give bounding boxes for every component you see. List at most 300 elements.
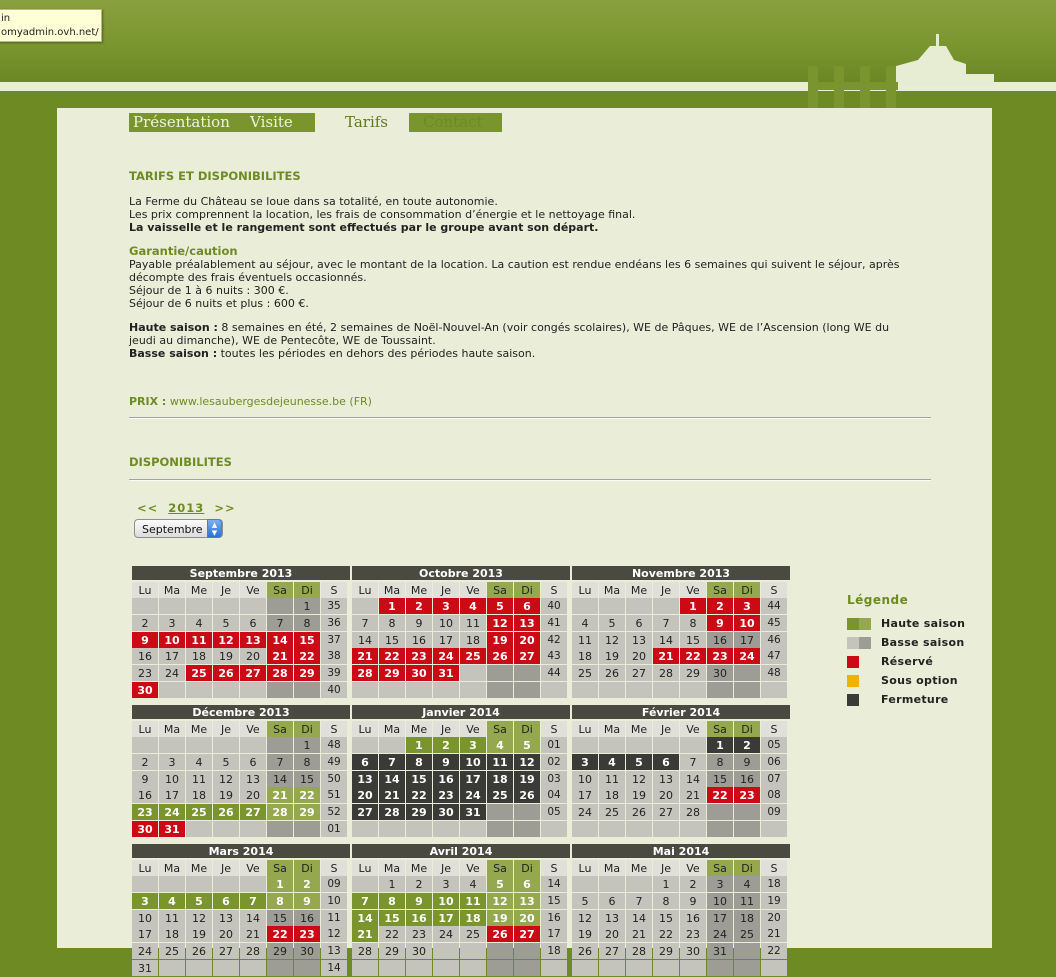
day-cell[interactable]: 15 bbox=[294, 632, 320, 648]
day-cell[interactable]: 15 bbox=[406, 771, 432, 787]
day-cell[interactable]: 17 bbox=[159, 787, 185, 803]
day-cell[interactable]: 29 bbox=[653, 943, 679, 959]
day-cell[interactable]: 14 bbox=[653, 632, 679, 648]
day-cell[interactable]: 1 bbox=[653, 876, 679, 892]
day-cell[interactable]: 24 bbox=[734, 648, 760, 664]
day-cell[interactable]: 12 bbox=[213, 771, 239, 787]
day-cell[interactable]: 10 bbox=[460, 754, 486, 770]
day-cell[interactable]: 23 bbox=[707, 648, 733, 664]
day-cell[interactable]: 23 bbox=[132, 804, 158, 820]
day-cell[interactable]: 8 bbox=[379, 615, 405, 631]
day-cell[interactable]: 17 bbox=[132, 926, 158, 942]
day-cell[interactable]: 8 bbox=[707, 754, 733, 770]
day-header: Lu bbox=[352, 582, 378, 598]
day-cell[interactable]: 3 bbox=[707, 876, 733, 892]
day-cell[interactable]: 6 bbox=[599, 893, 625, 909]
day-cell[interactable]: 18 bbox=[159, 926, 185, 942]
day-cell[interactable]: 16 bbox=[734, 771, 760, 787]
day-cell[interactable]: 15 bbox=[294, 771, 320, 787]
day-cell[interactable]: 9 bbox=[406, 893, 432, 909]
day-cell[interactable]: 17 bbox=[433, 632, 459, 648]
day-cell[interactable]: 1 bbox=[267, 876, 293, 892]
day-cell[interactable]: 8 bbox=[267, 893, 293, 909]
day-cell[interactable]: 5 bbox=[213, 615, 239, 631]
nav-tarifs[interactable] bbox=[341, 113, 388, 132]
day-cell[interactable]: 4 bbox=[460, 876, 486, 892]
day-cell[interactable]: 12 bbox=[186, 910, 212, 926]
day-cell[interactable]: 4 bbox=[186, 754, 212, 770]
day-cell[interactable]: 16 bbox=[433, 771, 459, 787]
day-cell[interactable]: 7 bbox=[267, 754, 293, 770]
day-cell[interactable]: 22 bbox=[379, 926, 405, 942]
day-cell[interactable]: 22 bbox=[294, 787, 320, 803]
day-cell[interactable]: 9 bbox=[132, 771, 158, 787]
day-header: Je bbox=[433, 860, 459, 876]
day-cell[interactable]: 20 bbox=[653, 787, 679, 803]
day-cell[interactable]: 26 bbox=[213, 804, 239, 820]
day-cell[interactable]: 22 bbox=[294, 648, 320, 664]
day-cell[interactable]: 30 bbox=[680, 943, 706, 959]
day-cell[interactable]: 20 bbox=[213, 926, 239, 942]
day-cell[interactable]: 26 bbox=[186, 943, 212, 959]
day-cell[interactable]: 11 bbox=[186, 771, 212, 787]
day-cell[interactable]: 30 bbox=[433, 804, 459, 820]
day-cell[interactable]: 3 bbox=[132, 893, 158, 909]
day-cell[interactable]: 15 bbox=[680, 632, 706, 648]
day-cell[interactable]: 5 bbox=[487, 876, 513, 892]
day-cell[interactable]: 4 bbox=[734, 876, 760, 892]
day-cell[interactable]: 5 bbox=[572, 893, 598, 909]
day-cell[interactable]: 19 bbox=[186, 926, 212, 942]
day-cell[interactable]: 14 bbox=[680, 771, 706, 787]
day-cell[interactable]: 17 bbox=[460, 771, 486, 787]
day-cell[interactable]: 26 bbox=[599, 665, 625, 681]
day-cell[interactable]: 10 bbox=[572, 771, 598, 787]
day-cell[interactable]: 13 bbox=[240, 632, 266, 648]
day-cell[interactable]: 24 bbox=[707, 926, 733, 942]
day-cell[interactable]: 1 bbox=[379, 598, 405, 614]
day-cell[interactable]: 14 bbox=[240, 910, 266, 926]
day-cell[interactable]: 1 bbox=[294, 737, 320, 753]
day-cell[interactable]: 4 bbox=[599, 754, 625, 770]
day-cell[interactable]: 29 bbox=[406, 804, 432, 820]
day-cell[interactable]: 3 bbox=[159, 615, 185, 631]
day-cell[interactable]: 21 bbox=[653, 648, 679, 664]
day-cell[interactable]: 6 bbox=[514, 598, 540, 614]
day-cell[interactable]: 18 bbox=[599, 787, 625, 803]
day-cell[interactable]: 10 bbox=[734, 615, 760, 631]
day-cell[interactable]: 3 bbox=[734, 598, 760, 614]
day-cell[interactable]: 4 bbox=[159, 893, 185, 909]
day-cell[interactable]: 19 bbox=[599, 648, 625, 664]
day-cell[interactable]: 6 bbox=[240, 615, 266, 631]
day-cell[interactable]: 26 bbox=[213, 665, 239, 681]
day-cell[interactable]: 29 bbox=[680, 665, 706, 681]
day-cell[interactable]: 7 bbox=[653, 615, 679, 631]
day-cell[interactable]: 20 bbox=[514, 910, 540, 926]
day-header: Ma bbox=[159, 582, 185, 598]
month-select[interactable] bbox=[134, 519, 223, 538]
day-cell[interactable]: 23 bbox=[406, 648, 432, 664]
day-cell[interactable]: 29 bbox=[294, 804, 320, 820]
day-cell[interactable]: 15 bbox=[267, 910, 293, 926]
day-cell[interactable]: 8 bbox=[406, 754, 432, 770]
day-cell[interactable]: 30 bbox=[132, 821, 158, 837]
empty-cell bbox=[487, 821, 513, 837]
day-cell[interactable]: 27 bbox=[213, 943, 239, 959]
day-cell[interactable]: 5 bbox=[626, 754, 652, 770]
day-cell[interactable]: 22 bbox=[406, 787, 432, 803]
day-cell[interactable]: 24 bbox=[433, 926, 459, 942]
day-cell[interactable]: 10 bbox=[159, 632, 185, 648]
day-cell[interactable]: 14 bbox=[626, 910, 652, 926]
empty-cell bbox=[267, 682, 293, 698]
legend-swatch bbox=[847, 618, 859, 630]
day-cell[interactable]: 8 bbox=[680, 615, 706, 631]
day-cell[interactable]: 19 bbox=[213, 648, 239, 664]
day-cell[interactable]: 13 bbox=[213, 910, 239, 926]
day-cell[interactable]: 2 bbox=[132, 754, 158, 770]
day-cell[interactable]: 3 bbox=[433, 876, 459, 892]
day-cell[interactable]: 4 bbox=[460, 598, 486, 614]
day-cell[interactable]: 23 bbox=[433, 787, 459, 803]
day-cell[interactable]: 4 bbox=[487, 737, 513, 753]
day-cell[interactable]: 22 bbox=[267, 926, 293, 942]
day-cell[interactable]: 21 bbox=[267, 648, 293, 664]
day-cell[interactable]: 11 bbox=[487, 754, 513, 770]
day-cell[interactable]: 9 bbox=[680, 893, 706, 909]
day-cell[interactable]: 10 bbox=[433, 893, 459, 909]
day-cell[interactable]: 8 bbox=[294, 754, 320, 770]
day-cell[interactable]: 10 bbox=[159, 771, 185, 787]
day-cell[interactable]: 24 bbox=[433, 648, 459, 664]
day-cell[interactable]: 17 bbox=[572, 787, 598, 803]
day-cell[interactable]: 9 bbox=[294, 893, 320, 909]
day-cell[interactable]: 7 bbox=[267, 615, 293, 631]
day-cell[interactable]: 2 bbox=[707, 598, 733, 614]
day-cell[interactable]: 22 bbox=[707, 787, 733, 803]
day-cell[interactable]: 28 bbox=[680, 804, 706, 820]
day-cell[interactable]: 26 bbox=[514, 787, 540, 803]
day-cell[interactable]: 13 bbox=[653, 771, 679, 787]
legend-label: Fermeture bbox=[881, 693, 949, 706]
day-cell[interactable]: 23 bbox=[734, 787, 760, 803]
day-cell[interactable]: 30 bbox=[406, 665, 432, 681]
day-cell[interactable]: 29 bbox=[294, 665, 320, 681]
day-header: Me bbox=[626, 582, 652, 598]
day-cell[interactable]: 17 bbox=[707, 910, 733, 926]
day-cell[interactable]: 27 bbox=[352, 804, 378, 820]
day-cell[interactable]: 29 bbox=[267, 943, 293, 959]
day-cell[interactable]: 3 bbox=[572, 754, 598, 770]
day-cell[interactable]: 11 bbox=[159, 910, 185, 926]
day-cell[interactable]: 21 bbox=[267, 787, 293, 803]
day-cell[interactable]: 9 bbox=[734, 754, 760, 770]
day-cell[interactable]: 9 bbox=[132, 632, 158, 648]
prix-link[interactable]: www.lesaubergesdejeunesse.be bbox=[169, 395, 346, 408]
day-cell[interactable]: 9 bbox=[406, 615, 432, 631]
day-cell[interactable]: 13 bbox=[240, 771, 266, 787]
day-cell[interactable]: 22 bbox=[680, 648, 706, 664]
day-cell[interactable]: 21 bbox=[352, 648, 378, 664]
day-cell[interactable]: 19 bbox=[487, 632, 513, 648]
day-cell[interactable]: 2 bbox=[132, 615, 158, 631]
day-cell[interactable]: 25 bbox=[572, 665, 598, 681]
day-cell[interactable]: 18 bbox=[734, 910, 760, 926]
day-cell[interactable]: 12 bbox=[626, 771, 652, 787]
day-cell[interactable]: 5 bbox=[599, 615, 625, 631]
day-cell[interactable]: 27 bbox=[514, 648, 540, 664]
day-cell[interactable]: 9 bbox=[707, 615, 733, 631]
day-cell[interactable]: 15 bbox=[379, 632, 405, 648]
day-cell[interactable]: 25 bbox=[186, 804, 212, 820]
day-cell[interactable]: 20 bbox=[626, 648, 652, 664]
day-cell[interactable]: 11 bbox=[460, 893, 486, 909]
day-cell[interactable]: 24 bbox=[460, 787, 486, 803]
day-cell[interactable]: 31 bbox=[460, 804, 486, 820]
day-cell[interactable]: 23 bbox=[132, 665, 158, 681]
nav-visite[interactable] bbox=[246, 113, 293, 132]
day-cell[interactable]: 16 bbox=[707, 632, 733, 648]
day-cell[interactable]: 11 bbox=[460, 615, 486, 631]
day-cell[interactable]: 23 bbox=[406, 926, 432, 942]
day-cell[interactable]: 29 bbox=[379, 943, 405, 959]
day-cell[interactable]: 26 bbox=[626, 804, 652, 820]
day-cell[interactable]: 20 bbox=[599, 926, 625, 942]
day-cell[interactable]: 19 bbox=[626, 787, 652, 803]
day-cell[interactable]: 13 bbox=[352, 771, 378, 787]
day-cell[interactable]: 20 bbox=[514, 632, 540, 648]
day-cell[interactable]: 21 bbox=[352, 926, 378, 942]
day-cell[interactable]: 27 bbox=[240, 665, 266, 681]
nav-presentation[interactable] bbox=[129, 113, 230, 132]
day-cell[interactable]: 27 bbox=[626, 665, 652, 681]
day-cell[interactable]: 9 bbox=[433, 754, 459, 770]
day-cell[interactable]: 8 bbox=[653, 893, 679, 909]
day-cell[interactable]: 28 bbox=[240, 943, 266, 959]
day-cell[interactable]: 14 bbox=[267, 771, 293, 787]
day-cell[interactable]: 4 bbox=[572, 615, 598, 631]
day-cell[interactable]: 25 bbox=[460, 926, 486, 942]
day-cell[interactable]: 11 bbox=[186, 632, 212, 648]
day-cell[interactable]: 7 bbox=[352, 615, 378, 631]
day-cell[interactable]: 26 bbox=[487, 648, 513, 664]
day-cell[interactable]: 14 bbox=[352, 910, 378, 926]
day-cell[interactable]: 16 bbox=[406, 632, 432, 648]
day-header: Me bbox=[186, 860, 212, 876]
day-cell[interactable]: 25 bbox=[159, 943, 185, 959]
empty-cell bbox=[707, 804, 733, 820]
day-cell[interactable]: 25 bbox=[599, 804, 625, 820]
day-cell[interactable]: 6 bbox=[653, 754, 679, 770]
day-cell[interactable]: 5 bbox=[487, 598, 513, 614]
day-cell[interactable]: 1 bbox=[406, 737, 432, 753]
day-cell[interactable]: 13 bbox=[514, 893, 540, 909]
day-cell[interactable]: 30 bbox=[294, 943, 320, 959]
day-cell[interactable]: 1 bbox=[294, 598, 320, 614]
day-cell[interactable]: 17 bbox=[433, 910, 459, 926]
day-cell[interactable]: 14 bbox=[352, 632, 378, 648]
day-cell[interactable]: 24 bbox=[159, 804, 185, 820]
day-cell[interactable]: 14 bbox=[267, 632, 293, 648]
day-cell[interactable]: 13 bbox=[626, 632, 652, 648]
day-cell[interactable]: 12 bbox=[487, 615, 513, 631]
day-cell[interactable]: 20 bbox=[240, 648, 266, 664]
day-cell[interactable]: 7 bbox=[240, 893, 266, 909]
day-cell[interactable]: 12 bbox=[514, 754, 540, 770]
day-cell[interactable]: 28 bbox=[653, 665, 679, 681]
day-cell[interactable]: 25 bbox=[460, 648, 486, 664]
day-cell[interactable]: 16 bbox=[132, 787, 158, 803]
day-cell[interactable]: 21 bbox=[680, 787, 706, 803]
day-cell[interactable]: 2 bbox=[734, 737, 760, 753]
day-cell[interactable]: 6 bbox=[626, 615, 652, 631]
day-cell[interactable]: 6 bbox=[514, 876, 540, 892]
nav-contact[interactable] bbox=[409, 113, 502, 132]
day-cell[interactable]: 24 bbox=[572, 804, 598, 820]
day-cell[interactable]: 6 bbox=[213, 893, 239, 909]
day-cell[interactable]: 27 bbox=[514, 926, 540, 942]
day-cell[interactable]: 25 bbox=[487, 787, 513, 803]
day-cell[interactable]: 19 bbox=[572, 926, 598, 942]
day-cell[interactable]: 18 bbox=[460, 910, 486, 926]
day-cell[interactable]: 30 bbox=[132, 682, 158, 698]
day-cell[interactable]: 1 bbox=[707, 737, 733, 753]
day-cell[interactable]: 2 bbox=[406, 598, 432, 614]
day-cell[interactable]: 23 bbox=[294, 926, 320, 942]
day-cell[interactable]: 22 bbox=[653, 926, 679, 942]
day-cell[interactable]: 16 bbox=[294, 910, 320, 926]
day-cell[interactable]: 17 bbox=[734, 632, 760, 648]
day-cell[interactable]: 7 bbox=[626, 893, 652, 909]
day-cell[interactable]: 5 bbox=[213, 754, 239, 770]
day-cell[interactable]: 26 bbox=[487, 926, 513, 942]
day-cell[interactable]: 13 bbox=[514, 615, 540, 631]
day-cell[interactable]: 18 bbox=[572, 648, 598, 664]
day-cell[interactable]: 5 bbox=[514, 737, 540, 753]
day-cell[interactable]: 18 bbox=[487, 771, 513, 787]
day-cell[interactable]: 17 bbox=[159, 648, 185, 664]
day-cell[interactable]: 2 bbox=[680, 876, 706, 892]
day-cell[interactable]: 11 bbox=[734, 893, 760, 909]
day-cell[interactable]: 12 bbox=[572, 910, 598, 926]
day-cell[interactable]: 3 bbox=[433, 598, 459, 614]
day-cell[interactable]: 25 bbox=[186, 665, 212, 681]
day-cell[interactable]: 15 bbox=[379, 910, 405, 926]
day-cell[interactable]: 13 bbox=[599, 910, 625, 926]
day-cell[interactable]: 10 bbox=[433, 615, 459, 631]
day-cell[interactable]: 7 bbox=[352, 893, 378, 909]
day-cell[interactable]: 12 bbox=[487, 893, 513, 909]
day-cell[interactable]: 16 bbox=[680, 910, 706, 926]
day-cell[interactable]: 28 bbox=[626, 943, 652, 959]
day-cell[interactable]: 4 bbox=[186, 615, 212, 631]
day-cell[interactable]: 31 bbox=[433, 665, 459, 681]
day-cell[interactable]: 8 bbox=[294, 615, 320, 631]
day-cell[interactable]: 14 bbox=[379, 771, 405, 787]
day-cell[interactable]: 28 bbox=[352, 943, 378, 959]
day-cell[interactable]: 19 bbox=[514, 771, 540, 787]
day-cell[interactable]: 19 bbox=[213, 787, 239, 803]
day-cell[interactable]: 7 bbox=[680, 754, 706, 770]
month-title: Avril 2014 bbox=[352, 844, 570, 858]
day-cell[interactable]: 16 bbox=[132, 648, 158, 664]
day-cell[interactable]: 12 bbox=[599, 632, 625, 648]
day-cell[interactable]: 11 bbox=[599, 771, 625, 787]
day-cell[interactable]: 19 bbox=[487, 910, 513, 926]
day-cell[interactable]: 28 bbox=[379, 804, 405, 820]
day-cell[interactable]: 7 bbox=[379, 754, 405, 770]
day-cell[interactable]: 11 bbox=[572, 632, 598, 648]
day-cell[interactable]: 31 bbox=[132, 960, 158, 976]
day-cell[interactable]: 16 bbox=[406, 910, 432, 926]
day-header: Je bbox=[213, 582, 239, 598]
day-cell[interactable]: 28 bbox=[267, 804, 293, 820]
day-cell[interactable]: 18 bbox=[460, 632, 486, 648]
empty-cell bbox=[572, 598, 598, 614]
prev-year-link[interactable]: << bbox=[137, 501, 159, 515]
day-cell[interactable]: 15 bbox=[653, 910, 679, 926]
day-cell[interactable]: 18 bbox=[186, 648, 212, 664]
day-cell[interactable]: 3 bbox=[460, 737, 486, 753]
day-cell[interactable]: 6 bbox=[240, 754, 266, 770]
day-cell[interactable]: 24 bbox=[132, 943, 158, 959]
day-cell[interactable]: 25 bbox=[734, 926, 760, 942]
day-cell[interactable]: 20 bbox=[240, 787, 266, 803]
day-cell[interactable]: 2 bbox=[294, 876, 320, 892]
day-cell[interactable]: 15 bbox=[707, 771, 733, 787]
day-cell[interactable]: 27 bbox=[599, 943, 625, 959]
day-cell[interactable]: 22 bbox=[379, 648, 405, 664]
day-cell[interactable]: 5 bbox=[186, 893, 212, 909]
week-number: 36 bbox=[321, 615, 347, 631]
day-cell[interactable]: 27 bbox=[240, 804, 266, 820]
empty-cell bbox=[379, 737, 405, 753]
day-cell[interactable]: 21 bbox=[240, 926, 266, 942]
day-cell[interactable]: 27 bbox=[653, 804, 679, 820]
day-cell[interactable]: 21 bbox=[626, 926, 652, 942]
day-cell[interactable]: 31 bbox=[707, 943, 733, 959]
day-cell[interactable]: 18 bbox=[186, 787, 212, 803]
day-cell[interactable]: 8 bbox=[379, 893, 405, 909]
day-cell[interactable]: 30 bbox=[707, 665, 733, 681]
empty-cell bbox=[572, 737, 598, 753]
day-cell[interactable]: 24 bbox=[159, 665, 185, 681]
day-cell[interactable]: 31 bbox=[159, 821, 185, 837]
day-cell[interactable]: 2 bbox=[406, 876, 432, 892]
day-cell[interactable]: 30 bbox=[406, 943, 432, 959]
day-cell[interactable]: 10 bbox=[707, 893, 733, 909]
day-cell[interactable]: 20 bbox=[352, 787, 378, 803]
day-cell[interactable]: 1 bbox=[379, 876, 405, 892]
day-cell[interactable]: 28 bbox=[267, 665, 293, 681]
day-cell[interactable]: 3 bbox=[159, 754, 185, 770]
next-year-link[interactable]: >> bbox=[214, 501, 236, 515]
empty-cell bbox=[379, 960, 405, 976]
day-cell[interactable]: 12 bbox=[213, 632, 239, 648]
day-cell[interactable]: 2 bbox=[433, 737, 459, 753]
week-number: 07 bbox=[761, 771, 787, 787]
day-cell[interactable]: 26 bbox=[572, 943, 598, 959]
week-number: 47 bbox=[761, 648, 787, 664]
day-cell[interactable]: 10 bbox=[132, 910, 158, 926]
day-cell[interactable]: 23 bbox=[680, 926, 706, 942]
day-cell[interactable]: 28 bbox=[352, 665, 378, 681]
day-cell[interactable]: 6 bbox=[352, 754, 378, 770]
day-cell[interactable]: 21 bbox=[379, 787, 405, 803]
day-cell[interactable]: 1 bbox=[680, 598, 706, 614]
day-cell[interactable]: 29 bbox=[379, 665, 405, 681]
